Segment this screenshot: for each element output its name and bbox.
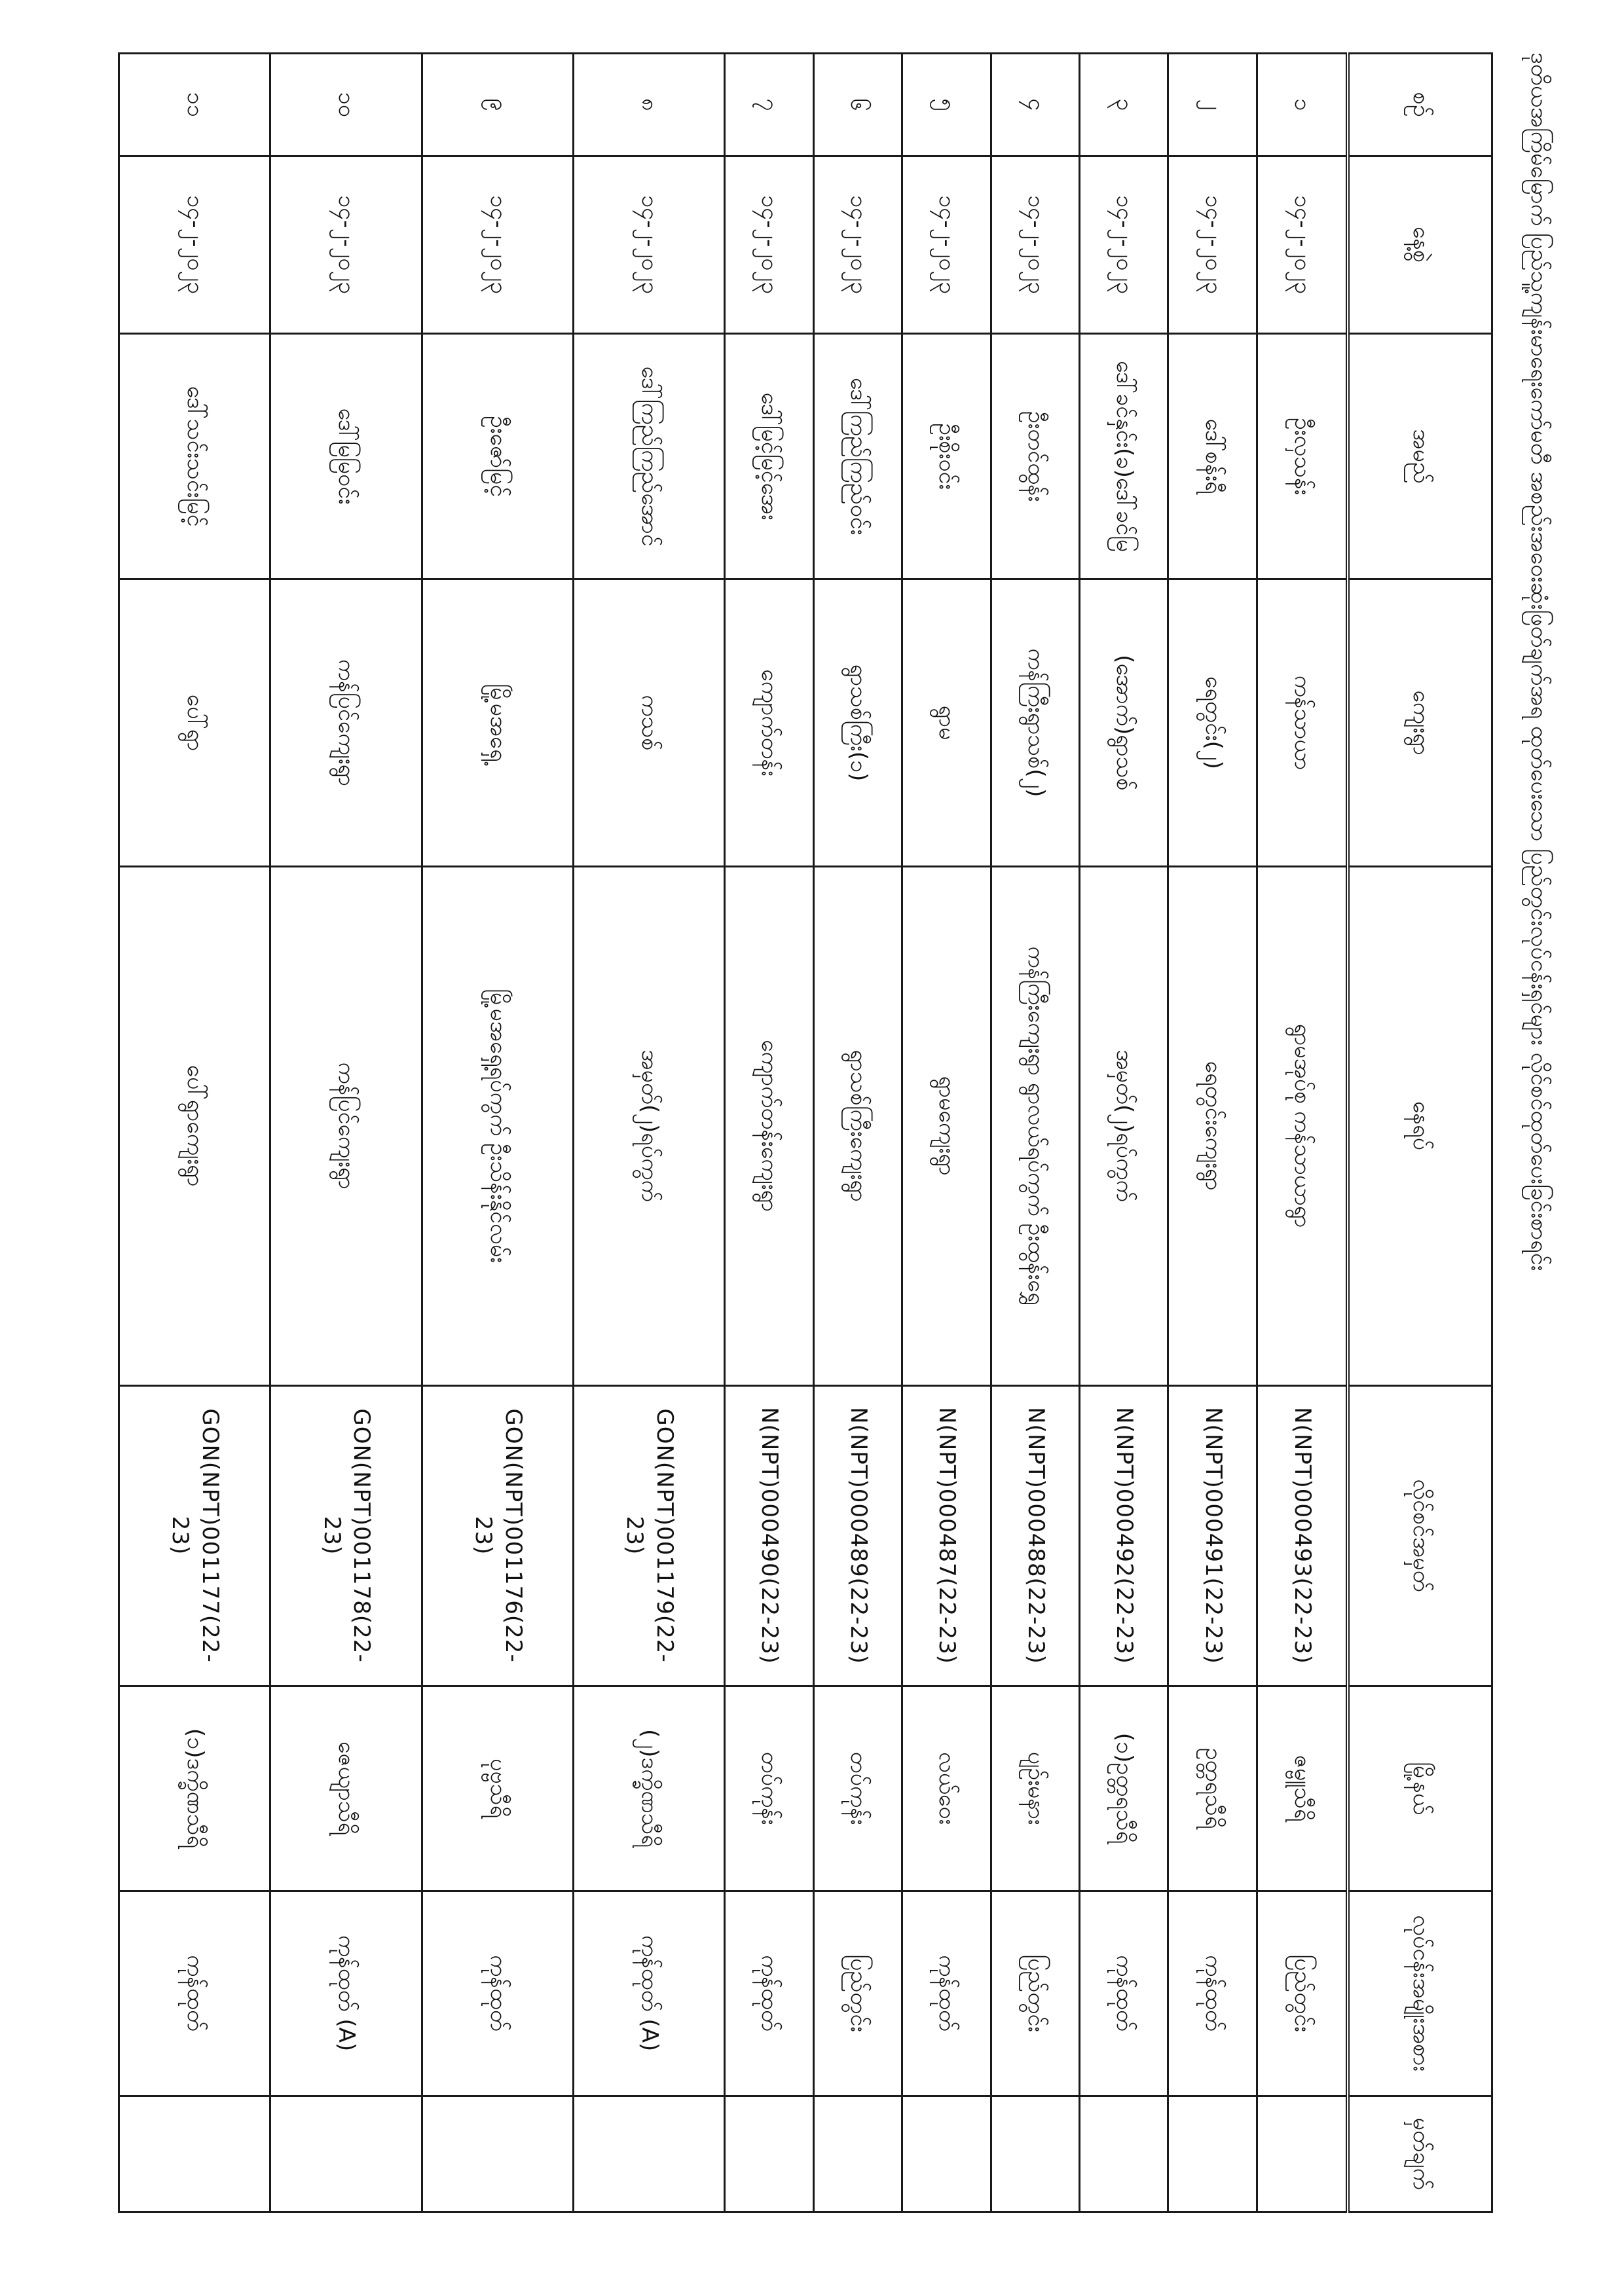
header-township: မြို့နယ် — [1348, 1686, 1492, 1891]
cell-address: အမှတ်(၂)ရပ်ကွက် — [1080, 866, 1168, 1385]
cell-name: ဒေါ်ကြည်ကြည်အောင် — [573, 333, 724, 579]
header-date: နေ့စွဲ — [1348, 156, 1492, 333]
table-row — [1080, 54, 1168, 2212]
cell-type: ကုန်ထုတ် — [422, 1891, 573, 2096]
cell-village: ရွာသစ်ကြီး(၁) — [813, 579, 902, 866]
cell-type: ကုန်ထုတ် — [725, 1891, 813, 2096]
cell-township: (၂)ဒက္ခိဏသီရိ — [573, 1686, 724, 1891]
cell-township: ပုဗ္ဗသီရိ — [422, 1686, 573, 1891]
table-row — [573, 54, 724, 2212]
cell-date: ၁၄-၂-၂၀၂၃ — [725, 156, 813, 333]
cell-remark — [422, 2096, 573, 2212]
cell-type: ကုန်ထုတ် — [119, 1891, 270, 2096]
cell-type: ကုန်ထုတ် (A) — [270, 1891, 422, 2096]
table-row — [902, 54, 991, 2212]
cell-remark — [573, 2096, 724, 2212]
cell-type: ပြည်တွင်း — [1257, 1891, 1348, 2096]
cell-date: ၁၄-၂-၂၀၂၃ — [991, 156, 1079, 333]
cell-village: ကန်ကြီးရွာသစ်(၂) — [991, 579, 1079, 866]
table-row — [270, 54, 422, 2212]
cell-address: ကျောက်တန်းကျေးရွာ — [725, 866, 813, 1385]
table-row — [1257, 54, 1348, 2212]
cell-remark — [1257, 2096, 1348, 2212]
cell-remark — [991, 2096, 1079, 2212]
cell-type: ကုန်ထုတ် — [1080, 1891, 1168, 2096]
cell-code: N(NPT)000493(22-23) — [1257, 1385, 1348, 1686]
cell-no: ၉ — [422, 54, 573, 156]
cell-code: GON(NPT)001178(22-23) — [270, 1385, 422, 1686]
cell-date: ၁၄-၂-၂၀၂၃ — [573, 156, 724, 333]
cell-no: ၁၁ — [119, 54, 270, 156]
cell-village: မြို့မအရှေ့ — [422, 579, 573, 866]
table-body — [119, 54, 1348, 2212]
cell-name: ဦးတင်ထွန်း — [991, 333, 1079, 579]
cell-no: ၁၀ — [270, 54, 422, 156]
cell-remark — [902, 2096, 991, 2212]
header-name: အမည် — [1348, 333, 1492, 579]
table-row — [422, 54, 573, 2212]
table-row — [1168, 54, 1257, 2212]
header-code: လိုင်စင်အမှတ် — [1348, 1385, 1492, 1686]
cell-code: N(NPT)000491(22-23) — [1168, 1385, 1257, 1686]
document-caption: ဒုတိယအကြိမ်မြောက် ပြည်သူ့ကျန်းမာရေးကော်မတီ အစည်းအဝေးဆုံးဖြတ်ချက်အရ ထုတ်ပေးသော ပြည်တွင်းလုပ်ငန်းရှင်များ လိုင်စင်ထုတ်ပေးခြင်းစာရင်း — [1526, 52, 1552, 1271]
cell-address: ပေါ်ရွာကျေးရွာ — [119, 866, 270, 1385]
cell-village: ရွာမ — [902, 579, 991, 866]
table-header-row — [1348, 54, 1492, 2212]
cell-remark — [1168, 2096, 1257, 2212]
cell-no: ၃ — [1080, 54, 1168, 156]
cell-township: တပ်ကုန်း — [813, 1686, 902, 1891]
cell-township: (၁)ဒက္ခိဏသီရိ — [119, 1686, 270, 1891]
cell-name: ဒေါ်ကြည်ကြည်ဝင်း — [813, 333, 902, 579]
cell-township: ဥတ္တရသီရိ — [1168, 1686, 1257, 1891]
table-row — [991, 54, 1079, 2212]
cell-township: ဇမ္ဗူသီရိ — [1257, 1686, 1348, 1891]
cell-code: N(NPT)000489(22-23) — [813, 1385, 902, 1686]
cell-remark — [270, 2096, 422, 2212]
header-village: ကျေးရွာ — [1348, 579, 1492, 866]
cell-village: ရေတွင်း(၂) — [1168, 579, 1257, 866]
cell-village: ကန်ပြင်ကျေးရွာ — [270, 579, 422, 866]
cell-code: N(NPT)000492(22-23) — [1080, 1385, 1168, 1686]
cell-township: (၁)ဥတ္တရသီရိ — [1080, 1686, 1168, 1891]
cell-code: N(NPT)000488(22-23) — [991, 1385, 1079, 1686]
cell-date: ၁၄-၂-၂၀၂၃ — [1168, 156, 1257, 333]
cell-no: ၅ — [902, 54, 991, 156]
cell-name: ဒေါ်မြင့်မြင့်အေး — [725, 333, 813, 579]
cell-address: ရွာမအုပ်စု ကန်သာယာရွာ — [1257, 866, 1348, 1385]
cell-no: ၄ — [991, 54, 1079, 156]
cell-date: ၁၄-၂-၂၀၂၃ — [119, 156, 270, 333]
cell-remark — [813, 2096, 902, 2212]
cell-village: ကန်သာယာ — [1257, 579, 1348, 866]
header-remark: မှတ်ချက် — [1348, 2096, 1492, 2212]
cell-no: ၂ — [1168, 54, 1257, 156]
table-row — [119, 54, 270, 2212]
cell-address: ကန်ကြီးကျေးရွာ ရွာလယ်ရပ်ကွက် ဦးထွန်းရွှေ — [991, 866, 1079, 1385]
cell-name: ဒေါ်ခင်နှင်း(ခ)ဒေါ်ခင်မြ — [1080, 333, 1168, 579]
cell-name: ဦးစိုးဝင်း — [902, 333, 991, 579]
cell-no: ၈ — [573, 54, 724, 156]
cell-type: ကုန်ထုတ် — [902, 1891, 991, 2096]
cell-date: ၁၄-၂-၂၀၂၃ — [1080, 156, 1168, 333]
header-type: လုပ်ငန်းအမျိုးအစား — [1348, 1891, 1492, 2096]
header-address: နေရပ် — [1348, 866, 1492, 1385]
cell-village: ကျောက်တန်း — [725, 579, 813, 866]
cell-name: ဦးဇော်မြင့် — [422, 333, 573, 579]
cell-code: N(NPT)000490(22-23) — [725, 1385, 813, 1686]
cell-name: ဦးလှသန်း — [1257, 333, 1348, 579]
cell-type: ကုန်ထုတ် (A) — [573, 1891, 724, 2096]
cell-remark — [1080, 2096, 1168, 2212]
cell-village: (အောက်)ရွာသစ် — [1080, 579, 1168, 866]
cell-address: ကန်ပြင်ကျေးရွာ — [270, 866, 422, 1385]
cell-date: ၁၄-၂-၂၀၂၃ — [1257, 156, 1348, 333]
cell-township: ဇေယျာသီရိ — [270, 1686, 422, 1891]
cell-township: တပ်ကုန်း — [725, 1686, 813, 1891]
table-row — [725, 54, 813, 2212]
rotated-sheet — [92, 26, 1572, 2239]
cell-type: ပြည်တွင်း — [991, 1891, 1079, 2096]
cell-name: ဒေါ်သင်းသင်းမြင့် — [119, 333, 270, 579]
cell-no: ၇ — [725, 54, 813, 156]
table-row — [813, 54, 902, 2212]
cell-address: မြို့မအရှေ့ရပ်ကွက် ဦးသိန်းနိုင်လမ်း — [422, 866, 573, 1385]
cell-address: ရွာမကျေးရွာ — [902, 866, 991, 1385]
license-table — [118, 52, 1493, 2213]
cell-no: ၁ — [1257, 54, 1348, 156]
cell-no: ၆ — [813, 54, 902, 156]
cell-township: လယ်ဝေး — [902, 1686, 991, 1891]
cell-code: GON(NPT)001179(22-23) — [573, 1385, 724, 1686]
cell-date: ၁၄-၂-၂၀၂၃ — [270, 156, 422, 333]
cell-date: ၁၄-၂-၂၀၂၃ — [813, 156, 902, 333]
cell-name: ဒေါ်စန်းရီ — [1168, 333, 1257, 579]
cell-type: ကုန်ထုတ် — [1168, 1891, 1257, 2096]
cell-village: ကသစ် — [573, 579, 724, 866]
cell-name: ဒေါ်မြမြဝင်း — [270, 333, 422, 579]
cell-type: ပြည်တွင်း — [813, 1891, 902, 2096]
cell-code: N(NPT)000487(22-23) — [902, 1385, 991, 1686]
cell-address: ရေတွင်းကျေးရွာ — [1168, 866, 1257, 1385]
cell-address: ရွာသစ်ကြီးကျေးရွာ — [813, 866, 902, 1385]
cell-date: ၁၄-၂-၂၀၂၃ — [902, 156, 991, 333]
cell-address: အမှတ်(၂)ရပ်ကွက် — [573, 866, 724, 1385]
cell-remark — [119, 2096, 270, 2212]
cell-township: ပျဉ်းမနား — [991, 1686, 1079, 1891]
cell-remark — [725, 2096, 813, 2212]
cell-code: GON(NPT)001177(22-23) — [119, 1385, 270, 1686]
cell-date: ၁၄-၂-၂၀၂၃ — [422, 156, 573, 333]
header-no: စဉ် — [1348, 54, 1492, 156]
cell-code: GON(NPT)001176(22-23) — [422, 1385, 573, 1686]
cell-village: ပေါ်ရွာ — [119, 579, 270, 866]
